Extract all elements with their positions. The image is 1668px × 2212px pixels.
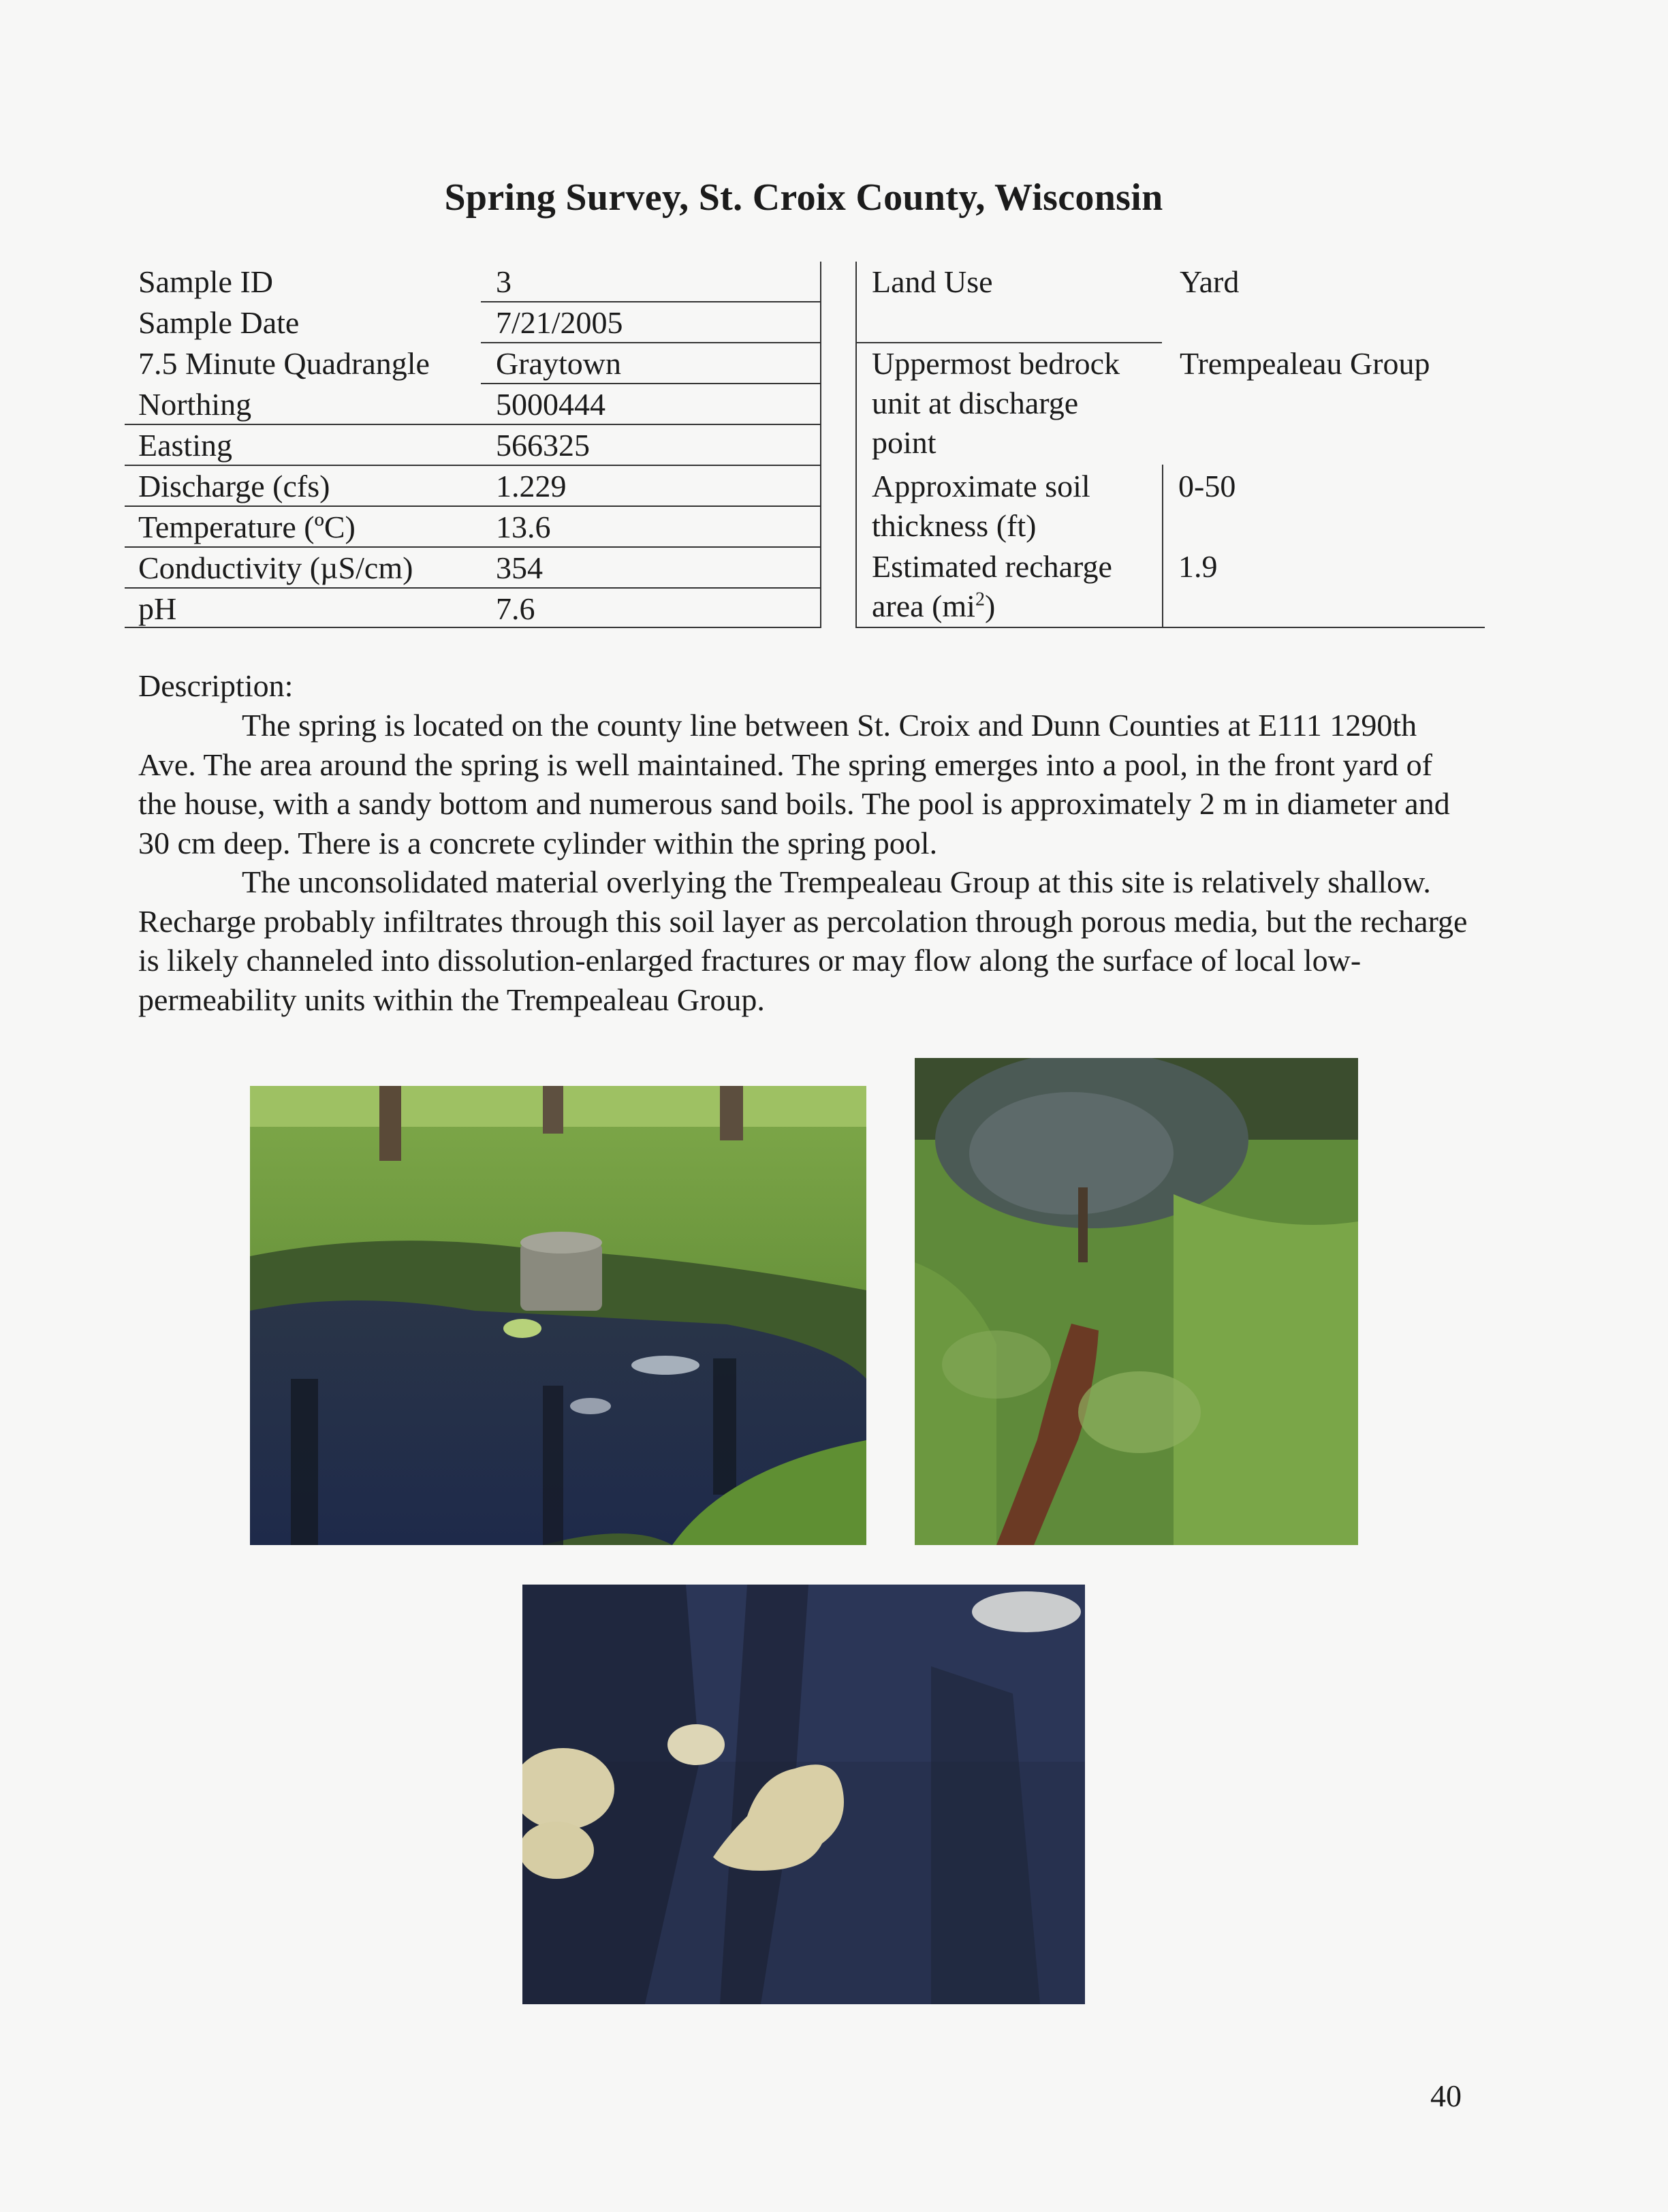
value-bedrock: Trempealeau Group [1180, 346, 1430, 381]
label-quadrangle: 7.5 Minute Quadrangle [138, 346, 430, 381]
table-border [855, 262, 857, 628]
value-northing: 5000444 [496, 387, 605, 422]
table-rule [125, 424, 821, 425]
description-paragraph-2: The unconsolidated material overlying the Trempealeau Group at this site is relatively shallow. Recharge probably infiltrates through this soil layer as percolation through porous media, but the recharge is likely channeled into dissolution-enlarged fractures or may flow along the surface of local low-permeability units within the Trempealeau Group. [138, 864, 1468, 1017]
label-temperature: Temperature (ºC) [138, 510, 356, 544]
label-bedrock-line3: point [872, 425, 937, 460]
value-sample-date: 7/21/2005 [496, 305, 623, 340]
label-soil-line1: Approximate soil [872, 469, 1090, 503]
label-bedrock-line2: unit at discharge [872, 386, 1079, 420]
label-sample-id: Sample ID [138, 264, 274, 299]
value-sample-id: 3 [496, 264, 512, 299]
label-bedrock-line1: Uppermost bedrock [872, 346, 1120, 381]
value-ph: 7.6 [496, 591, 535, 626]
table-border [820, 262, 821, 628]
table-rule [125, 505, 821, 507]
description-label: Description: [138, 668, 294, 703]
value-land-use: Yard [1180, 264, 1240, 299]
table-rule [125, 587, 821, 589]
label-discharge: Discharge (cfs) [138, 469, 330, 503]
photo-spring-pool [250, 1086, 866, 1545]
label-recharge-line1: Estimated recharge [872, 549, 1112, 584]
table-rule [125, 627, 821, 628]
table-rule [125, 546, 821, 548]
value-recharge: 1.9 [1178, 549, 1218, 584]
label-easting: Easting [138, 428, 232, 463]
label-soil-line2: thickness (ft) [872, 508, 1037, 543]
label-recharge-sup: 2 [975, 589, 985, 610]
label-ph: pH [138, 591, 177, 626]
label-conductivity: Conductivity (µS/cm) [138, 550, 413, 585]
page-number: 40 [1430, 2078, 1462, 2113]
table-rule [481, 342, 821, 343]
label-recharge-text: area (mi [872, 589, 975, 623]
table-rule [481, 301, 821, 302]
table-rule [125, 465, 821, 466]
value-soil: 0-50 [1178, 469, 1236, 503]
description-paragraph-1: The spring is located on the county line between St. Croix and Dunn Counties at E111 1290th Ave. The area around the spring is well maintained. The spring emerges into a pool, in the front yard of the house, with a sandy bottom and numerous sand boils. The pool is approximately 2 m in diameter and 30 cm deep. There is a concrete cylinder within the spring pool. [138, 708, 1450, 860]
value-temperature: 13.6 [496, 510, 551, 544]
table-border [1162, 465, 1163, 628]
label-sample-date: Sample Date [138, 305, 300, 340]
table-rule [481, 383, 821, 384]
value-quadrangle: Graytown [496, 346, 621, 381]
page-title: Spring Survey, St. Croix County, Wisconsin [444, 176, 1163, 219]
label-recharge-close: ) [984, 589, 996, 623]
table-rule [855, 627, 1485, 628]
label-northing: Northing [138, 387, 252, 422]
photo-outlet-channel [915, 1058, 1358, 1545]
value-discharge: 1.229 [496, 469, 567, 503]
label-land-use: Land Use [872, 264, 993, 299]
photo-sand-boils [522, 1585, 1085, 2004]
value-conductivity: 354 [496, 550, 543, 585]
description-body [138, 706, 1470, 1019]
label-recharge-line2 [872, 586, 995, 627]
value-easting: 566325 [496, 428, 590, 463]
